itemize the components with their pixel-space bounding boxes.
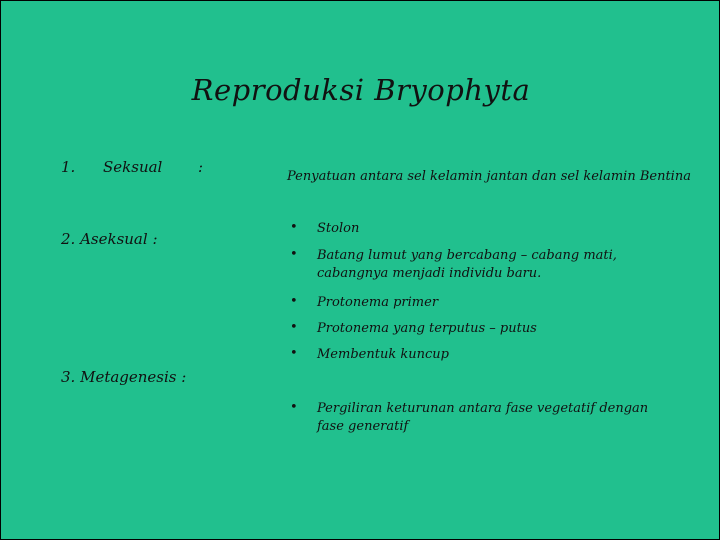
item-1-number: 1. xyxy=(61,158,76,176)
asexual-item-2: Batang lumut yang bercabang – cabang mati, cabangnya menjadi individu baru. xyxy=(317,248,617,281)
sexual-description: Penyatuan antara sel kelamin jantan dan sel kelamin Bentina xyxy=(287,169,691,184)
asexual-item-3: Protonema primer xyxy=(317,295,439,310)
bullet-3: • xyxy=(290,294,298,309)
asexual-item-4: Protonema yang terputus – putus xyxy=(317,321,537,336)
bullet-1: • xyxy=(290,220,298,235)
bullet-6: • xyxy=(290,400,298,415)
item-1-colon: : xyxy=(198,158,204,176)
slide-title: Reproduksi Bryophyta xyxy=(191,73,531,107)
asexual-item-5: Membentuk kuncup xyxy=(317,347,449,362)
metagenesis-description: Pergiliran keturunan antara fase vegetatif dengan fase generatif xyxy=(317,401,649,434)
bullet-4: • xyxy=(290,320,298,335)
bullet-2: • xyxy=(290,247,298,262)
asexual-item-1: Stolon xyxy=(317,221,360,236)
item-2-label: 2. Aseksual : xyxy=(61,230,158,248)
item-3-label: 3. Metagenesis : xyxy=(61,368,187,386)
bullet-5: • xyxy=(290,346,298,361)
item-1-label: Seksual xyxy=(103,158,163,176)
